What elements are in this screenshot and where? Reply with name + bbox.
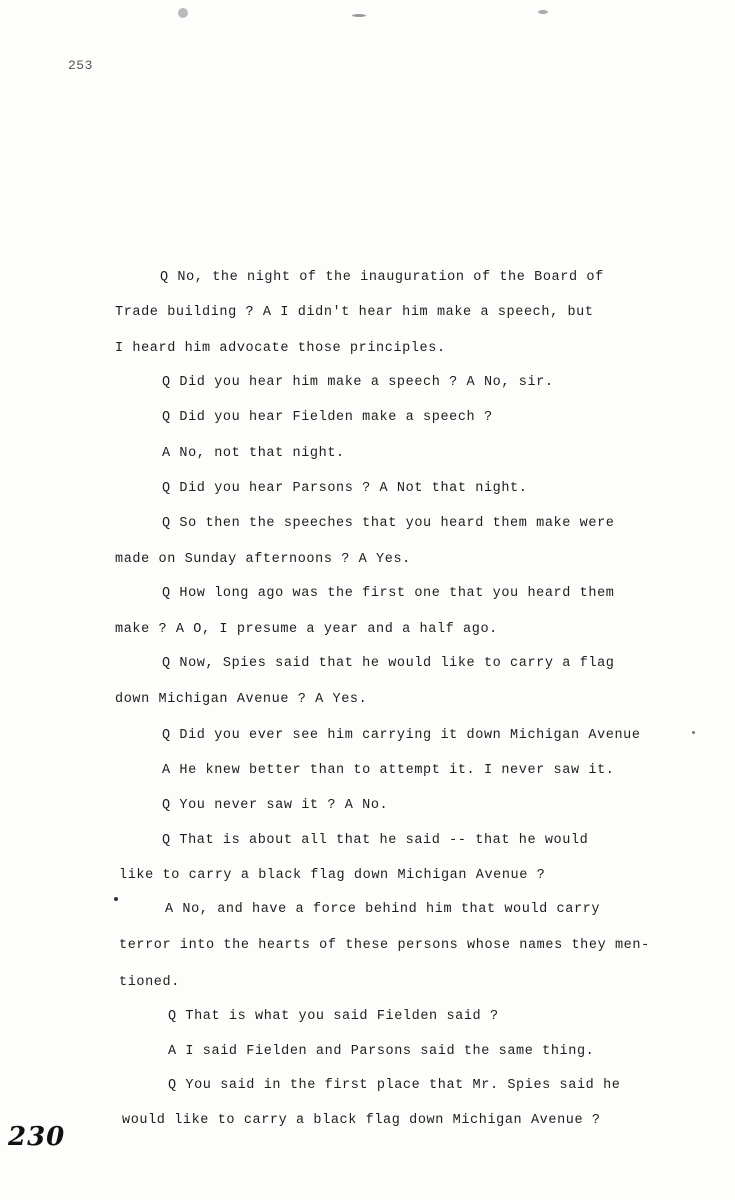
- transcript-line: Q So then the speeches that you heard them make were: [162, 516, 615, 531]
- transcript-line: down Michigan Avenue ? A Yes.: [115, 692, 368, 707]
- transcript-line: Q Did you hear Fielden make a speech ?: [162, 410, 493, 425]
- transcript-line: Q You never saw it ? A No.: [162, 798, 389, 813]
- transcript-line: made on Sunday afternoons ? A Yes.: [115, 552, 411, 567]
- transcript-line: tioned.: [119, 975, 180, 990]
- transcript-line: make ? A O, I presume a year and a half ago.: [115, 622, 498, 637]
- transcript-line: Q That is about all that he said -- that he would: [162, 833, 589, 848]
- transcript-line: A He knew better than to attempt it. I never saw it.: [162, 763, 615, 778]
- transcript-line: Q You said in the first place that Mr. Spies said he: [168, 1078, 621, 1093]
- transcript-line: Q That is what you said Fielden said ?: [168, 1009, 499, 1024]
- transcript-line: Trade building ? A I didn't hear him make a speech, but: [115, 305, 594, 320]
- scan-speck: [114, 897, 118, 901]
- transcript-line: A No, not that night.: [162, 446, 345, 461]
- scan-speck: [692, 731, 695, 734]
- transcript-line: Q Did you ever see him carrying it down Michigan Avenue: [162, 728, 641, 743]
- page-number: 253: [68, 58, 93, 73]
- transcript-line: terror into the hearts of these persons whose names they men-: [119, 938, 650, 953]
- transcript-line: Q Now, Spies said that he would like to carry a flag: [162, 656, 615, 671]
- handwritten-margin-note: 230: [8, 1122, 66, 1152]
- transcript-line: Q Did you hear Parsons ? A Not that night.: [162, 481, 528, 496]
- scan-speck: [352, 14, 366, 17]
- transcript-line: like to carry a black flag down Michigan Avenue ?: [119, 868, 546, 883]
- transcript-line: I heard him advocate those principles.: [115, 341, 446, 356]
- transcript-line: would like to carry a black flag down Michigan Avenue ?: [122, 1113, 601, 1128]
- scan-speck: [178, 8, 188, 18]
- transcript-line: A No, and have a force behind him that would carry: [165, 902, 601, 917]
- transcript-line: Q How long ago was the first one that you heard them: [162, 586, 615, 601]
- scan-speck: [538, 10, 548, 14]
- transcript-line: Q No, the night of the inauguration of the Board of: [160, 270, 604, 285]
- transcript-line: Q Did you hear him make a speech ? A No, sir.: [162, 375, 554, 390]
- transcript-line: A I said Fielden and Parsons said the same thing.: [168, 1044, 595, 1059]
